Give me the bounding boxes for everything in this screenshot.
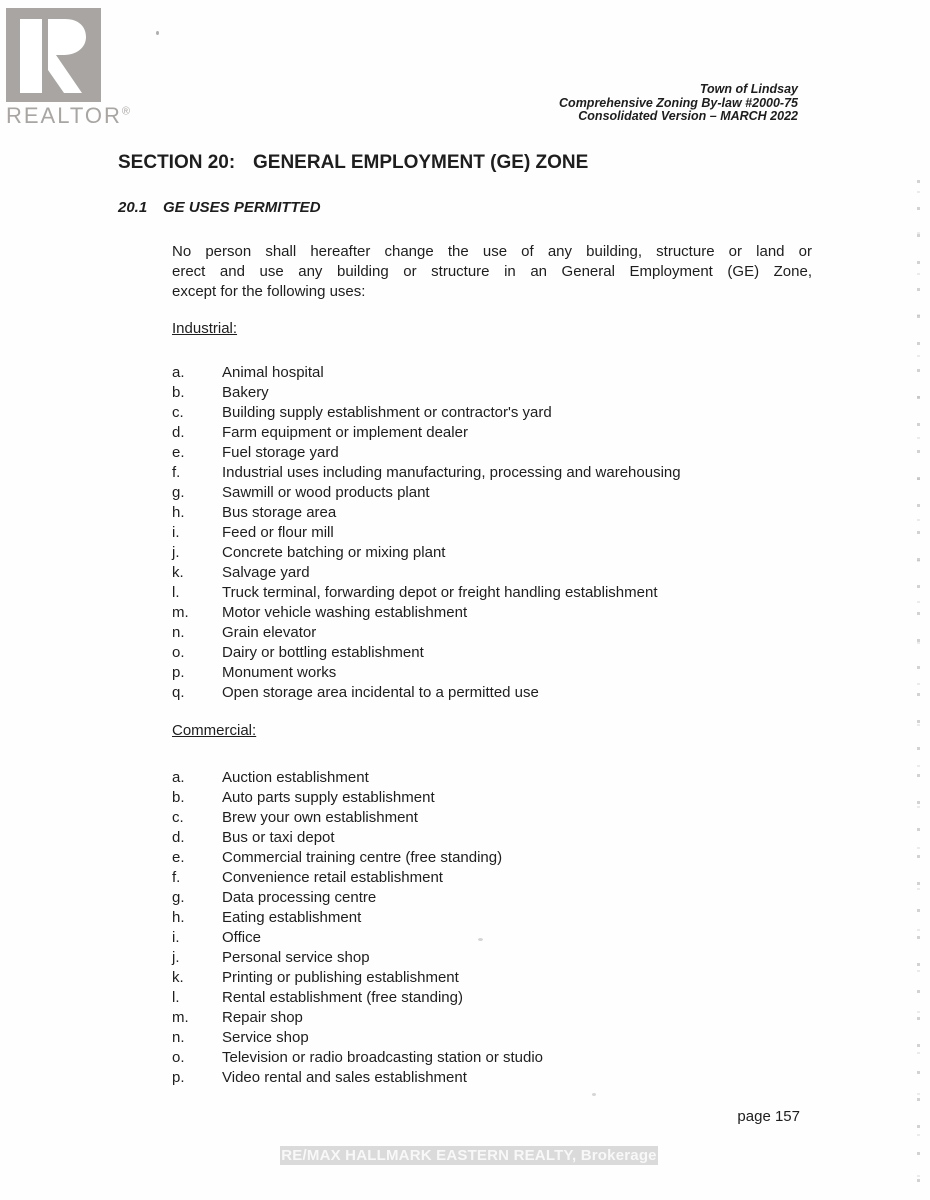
- list-item: [172, 1008, 543, 1028]
- list-item-text: Service shop: [222, 1029, 309, 1046]
- list-item-text: Sawmill or wood products plant: [222, 484, 430, 501]
- list-item-letter: e.: [172, 444, 185, 461]
- list-item: [172, 888, 543, 908]
- list-item-text: Data processing centre: [222, 889, 377, 906]
- industrial-heading: Industrial:: [172, 320, 238, 337]
- list-item-letter: d.: [172, 424, 185, 441]
- list-item: [172, 928, 543, 948]
- list-item-text: Repair shop: [222, 1009, 303, 1026]
- scan-speck: [156, 31, 159, 35]
- list-item-letter: n.: [172, 1029, 185, 1046]
- list-item: [172, 663, 681, 683]
- list-item-letter: g.: [172, 889, 185, 906]
- list-item-text: Grain elevator: [222, 624, 317, 641]
- list-item: [172, 503, 681, 523]
- list-item-letter: c.: [172, 404, 184, 421]
- list-item: [172, 643, 681, 663]
- list-item-letter: h.: [172, 504, 185, 521]
- list-item-text: Office: [222, 929, 261, 946]
- document-header: [559, 83, 798, 124]
- list-item: [172, 908, 543, 928]
- list-item: [172, 463, 681, 483]
- list-item-letter: l.: [172, 584, 180, 601]
- section-number: SECTION 20:: [118, 152, 236, 173]
- list-item-letter: i.: [172, 929, 180, 946]
- list-item-text: Personal service shop: [222, 949, 370, 966]
- list-item-text: Motor vehicle washing establishment: [222, 604, 468, 621]
- list-item-letter: c.: [172, 809, 184, 826]
- list-item: [172, 848, 543, 868]
- list-item-text: Fuel storage yard: [222, 444, 339, 461]
- list-item: [172, 483, 681, 503]
- subsection-heading: [118, 199, 321, 216]
- list-item: [172, 1068, 543, 1088]
- list-item-letter: m.: [172, 604, 189, 621]
- list-item-letter: m.: [172, 1009, 189, 1026]
- list-item-letter: f.: [172, 869, 181, 886]
- list-item: [172, 383, 681, 403]
- list-item: [172, 603, 681, 623]
- list-item: [172, 363, 681, 383]
- list-item: [172, 423, 681, 443]
- industrial-list: [172, 363, 681, 703]
- list-item-letter: g.: [172, 484, 185, 501]
- list-item: [172, 1028, 543, 1048]
- header-line-bylaw: Comprehensive Zoning By-law #2000-75: [559, 95, 798, 110]
- list-item-text: Dairy or bottling establishment: [222, 644, 424, 661]
- list-item-letter: k.: [172, 969, 184, 986]
- list-item-text: Feed or flour mill: [222, 524, 334, 541]
- list-item: [172, 808, 543, 828]
- commercial-heading: Commercial:: [172, 722, 257, 739]
- list-item-text: Brew your own establishment: [222, 809, 418, 826]
- registered-mark: ®: [121, 105, 130, 118]
- subsection-title: GE USES PERMITTED: [163, 199, 321, 216]
- list-item-text: Convenience retail establishment: [222, 869, 443, 886]
- list-item: [172, 828, 543, 848]
- list-item-text: Farm equipment or implement dealer: [222, 424, 468, 441]
- list-item-letter: b.: [172, 789, 185, 806]
- list-item-letter: p.: [172, 664, 185, 681]
- list-item: [172, 788, 543, 808]
- list-item-letter: a.: [172, 769, 185, 786]
- scan-speck: [478, 938, 483, 941]
- list-item-letter: e.: [172, 849, 185, 866]
- list-item-text: Industrial uses including manufacturing, processing and warehousing: [222, 464, 681, 481]
- list-item-text: Animal hospital: [222, 364, 324, 381]
- list-item-text: Rental establishment (free standing): [222, 989, 463, 1006]
- list-item-text: Concrete batching or mixing plant: [222, 544, 446, 561]
- list-item: [172, 623, 681, 643]
- list-item-letter: q.: [172, 684, 185, 701]
- realtor-logo-caption: REALTOR®: [6, 103, 130, 128]
- scan-speck: [592, 1093, 596, 1096]
- list-item-letter: h.: [172, 909, 185, 926]
- list-item: [172, 868, 543, 888]
- list-item: [172, 443, 681, 463]
- list-item: [172, 1048, 543, 1068]
- section-title: GENERAL EMPLOYMENT (GE) ZONE: [253, 152, 589, 173]
- list-item: [172, 683, 681, 703]
- list-item-text: Building supply establishment or contractor's yard: [222, 404, 552, 421]
- list-item-letter: j.: [172, 949, 180, 966]
- scan-edge-artifacts: [917, 180, 920, 1195]
- list-item: [172, 768, 543, 788]
- intro-paragraph: [172, 242, 812, 302]
- list-item-letter: k.: [172, 564, 184, 581]
- list-item: [172, 563, 681, 583]
- list-item-letter: j.: [172, 544, 180, 561]
- list-item-text: Salvage yard: [222, 564, 310, 581]
- header-line-version: Consolidated Version – MARCH 2022: [578, 109, 798, 123]
- list-item-letter: o.: [172, 644, 185, 661]
- list-item-text: Bakery: [222, 384, 269, 401]
- list-item-letter: o.: [172, 1049, 185, 1066]
- list-item-text: Auction establishment: [222, 769, 369, 786]
- brokerage-watermark: RE/MAX HALLMARK EASTERN REALTY, Brokerage: [281, 1147, 657, 1164]
- list-item-letter: n.: [172, 624, 185, 641]
- intro-line: erect and use any building or structure in an General Employment (GE) Zone,: [172, 263, 812, 280]
- list-item: [172, 948, 543, 968]
- list-item-text: Truck terminal, forwarding depot or freight handling establishment: [222, 584, 658, 601]
- list-item-letter: i.: [172, 524, 180, 541]
- list-item: [172, 583, 681, 603]
- list-item: [172, 523, 681, 543]
- list-item: [172, 403, 681, 423]
- intro-line: No person shall hereafter change the use of any building, structure or land or: [172, 243, 812, 260]
- subsection-number: 20.1: [118, 199, 148, 216]
- header-line-town: Town of Lindsay: [699, 82, 798, 96]
- list-item-letter: b.: [172, 384, 185, 401]
- list-item-text: Monument works: [222, 664, 337, 681]
- list-item-letter: a.: [172, 364, 185, 381]
- realtor-logo: [6, 8, 136, 130]
- list-item-letter: p.: [172, 1069, 185, 1086]
- list-item-text: Bus storage area: [222, 504, 337, 521]
- list-item-text: Bus or taxi depot: [222, 829, 335, 846]
- list-item-text: Video rental and sales establishment: [222, 1069, 467, 1086]
- list-item-letter: l.: [172, 989, 180, 1006]
- list-item: [172, 543, 681, 563]
- realtor-r-icon: [6, 8, 101, 102]
- list-item-letter: d.: [172, 829, 185, 846]
- list-item-text: Television or radio broadcasting station or studio: [222, 1049, 544, 1066]
- list-item: [172, 968, 543, 988]
- intro-line: except for the following uses:: [172, 283, 366, 300]
- page-number: page 157: [737, 1108, 800, 1125]
- commercial-list: [172, 768, 543, 1088]
- list-item-text: Printing or publishing establishment: [222, 969, 459, 986]
- list-item-text: Auto parts supply establishment: [222, 789, 435, 806]
- list-item-letter: f.: [172, 464, 181, 481]
- list-item: [172, 988, 543, 1008]
- section-heading: [118, 152, 588, 174]
- list-item-text: Commercial training centre (free standing): [222, 849, 503, 866]
- list-item-text: Open storage area incidental to a permitted use: [222, 684, 539, 701]
- list-item-text: Eating establishment: [222, 909, 362, 926]
